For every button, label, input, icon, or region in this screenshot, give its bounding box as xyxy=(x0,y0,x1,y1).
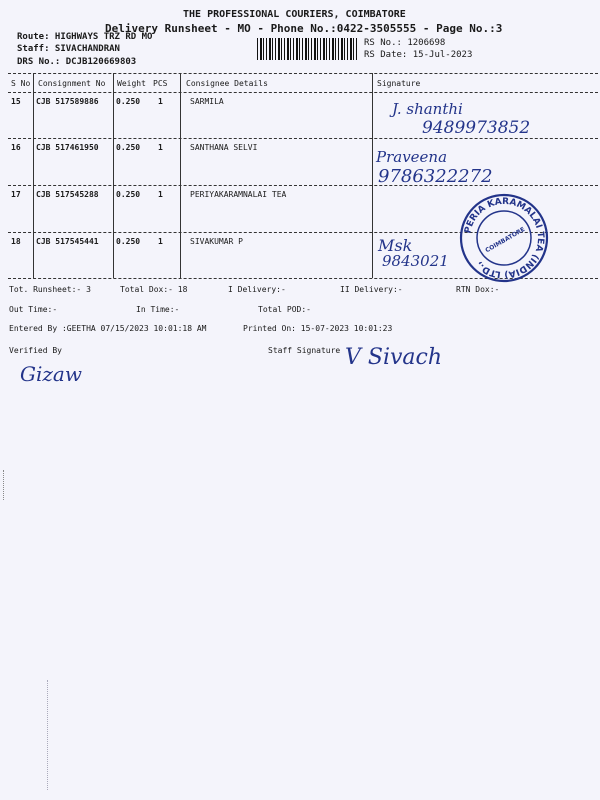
svg-text:PERIA KARAMALAI TEA (INDIA) LT: PERIA KARAMALAI TEA (INDIA) LTD., xyxy=(463,196,546,280)
out-time: Out Time:- xyxy=(9,305,58,314)
col-header-consignee: Consignee Details xyxy=(186,79,268,88)
row-weight: 0.250 xyxy=(116,97,141,106)
rs-date: RS Date: 15-Jul-2023 xyxy=(364,50,473,60)
signature-phone: 9786322272 xyxy=(378,166,493,187)
scan-artifact xyxy=(3,470,4,500)
row-rule xyxy=(8,138,598,139)
row-pcs: 1 xyxy=(158,97,163,106)
route-label: Route: HIGHWAYS TRZ RD MO xyxy=(17,32,153,42)
table-header-rule xyxy=(8,92,598,93)
ii-delivery: II Delivery:- xyxy=(340,285,403,294)
row-consignment: CJB 517545288 xyxy=(36,190,99,199)
col-header-sno: S No xyxy=(11,79,31,88)
barcode xyxy=(257,38,357,60)
row-sno: 15 xyxy=(11,97,21,106)
col-header-consignment: Consignment No xyxy=(38,79,106,88)
staff-handwritten-signature: V Sivach xyxy=(345,345,443,370)
scan-artifact xyxy=(47,680,48,790)
row-pcs: 1 xyxy=(158,143,163,152)
row-pcs: 1 xyxy=(158,190,163,199)
row-consignee: SARMILA xyxy=(190,97,224,106)
column-divider xyxy=(113,73,114,278)
runsheet-subtitle: Delivery Runsheet - MO - Phone No.:0422-3505555 - Page No.:3 xyxy=(105,22,503,35)
row-consignee: SANTHANA SELVI xyxy=(190,143,258,152)
signature-name: Msk xyxy=(378,236,413,255)
tot-runsheet: Tot. Runsheet:- 3 xyxy=(9,285,91,294)
row-consignment: CJB 517589886 xyxy=(36,97,99,106)
row-sno: 18 xyxy=(11,237,21,246)
company-title: THE PROFESSIONAL COURIERS, COIMBATORE xyxy=(183,9,406,20)
rtn-dox: RTN Dox:- xyxy=(456,285,500,294)
verified-by-label: Verified By xyxy=(9,346,62,355)
table-top-rule xyxy=(8,73,598,74)
row-weight: 0.250 xyxy=(116,237,141,246)
signature-phone: 9843021 xyxy=(382,252,449,270)
col-header-weight: Weight xyxy=(117,79,146,88)
column-divider xyxy=(180,73,181,278)
row-weight: 0.250 xyxy=(116,190,141,199)
in-time: In Time:- xyxy=(136,305,180,314)
verified-signature: Gizaw xyxy=(20,362,82,386)
row-sno: 17 xyxy=(11,190,21,199)
signature-name: J. shanthi xyxy=(392,100,463,118)
drs-number: DRS No.: DCJB120669803 xyxy=(17,57,137,67)
row-pcs: 1 xyxy=(158,237,163,246)
rs-number: RS No.: 1206698 xyxy=(364,38,446,48)
row-consignment: CJB 517545441 xyxy=(36,237,99,246)
i-delivery: I Delivery:- xyxy=(228,285,286,294)
row-consignee: PERIYAKARAMNALAI TEA xyxy=(190,190,287,199)
signature-phone: 9489973852 xyxy=(422,118,531,138)
row-sno: 16 xyxy=(11,143,21,152)
printed-on: Printed On: 15-07-2023 10:01:23 xyxy=(243,324,393,333)
col-header-signature: Signature xyxy=(377,79,421,88)
staff-label: Staff: SIVACHANDRAN xyxy=(17,44,120,54)
row-consignment: CJB 517461950 xyxy=(36,143,99,152)
entered-by: Entered By :GEETHA 07/15/2023 10:01:18 AM xyxy=(9,324,207,333)
column-divider xyxy=(372,73,373,278)
company-stamp xyxy=(458,192,550,284)
row-consignee: SIVAKUMAR P xyxy=(190,237,243,246)
col-header-pcs: PCS xyxy=(153,79,168,88)
svg-text:COIMBATORE: COIMBATORE xyxy=(484,226,527,255)
total-pod: Total POD:- xyxy=(258,305,311,314)
row-rule xyxy=(8,185,598,186)
signature-name: Praveena xyxy=(376,148,448,166)
row-weight: 0.250 xyxy=(116,143,141,152)
column-divider xyxy=(33,73,34,278)
staff-signature-label: Staff Signature xyxy=(268,346,341,355)
total-dox: Total Dox:- 18 xyxy=(120,285,188,294)
